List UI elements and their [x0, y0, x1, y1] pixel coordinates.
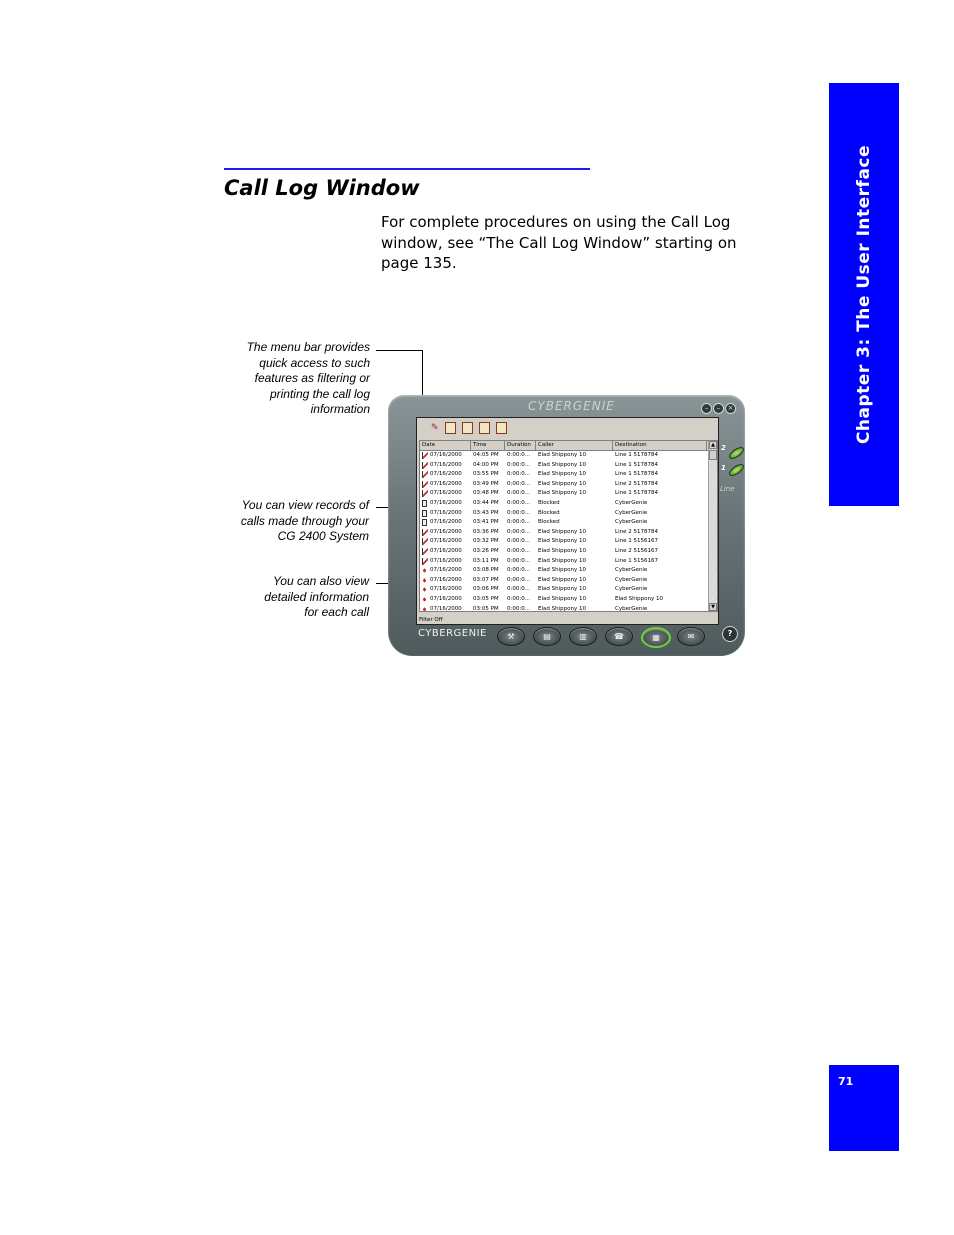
- table-cell: [505, 595, 536, 605]
- table-cell: [536, 595, 613, 605]
- cell-text: 03:36 PM: [473, 528, 499, 535]
- cell-text: 07/16/2000: [430, 595, 462, 602]
- table-cell: [536, 509, 613, 519]
- table-cell: [471, 537, 505, 547]
- cell-text: 03:44 PM: [473, 499, 499, 506]
- cell-text: Elad Shippony 10: [615, 595, 663, 602]
- table-cell: [613, 595, 707, 605]
- cell-text: 03:06 PM: [473, 586, 499, 593]
- column-header[interactable]: Time: [471, 441, 505, 450]
- call-log-icon: ▦: [652, 633, 660, 642]
- cell-text: CyberGenie: [615, 586, 648, 593]
- table-cell: [613, 557, 707, 567]
- cell-text: Elad Shippony 10: [538, 567, 586, 574]
- table-cell: [420, 576, 471, 586]
- phone-button[interactable]: [605, 627, 633, 646]
- table-cell: [471, 451, 505, 461]
- table-cell: [536, 537, 613, 547]
- cell-text: Line 2 5178784: [615, 528, 658, 535]
- brand-label: CYBERGENIE: [528, 399, 615, 413]
- cell-text: Elad Shippony 10: [538, 557, 586, 564]
- table-row[interactable]: [420, 461, 717, 471]
- cell-text: 07/16/2000: [430, 452, 462, 458]
- table-cell: [420, 499, 471, 509]
- table-cell: [471, 470, 505, 480]
- outgoing-call-icon: [422, 471, 428, 478]
- missed-call-icon: [422, 586, 427, 593]
- cell-text: Line 1 5178784: [615, 471, 658, 478]
- cell-text: Elad Shippony 10: [538, 586, 586, 593]
- cell-text: 07/16/2000: [430, 471, 462, 478]
- cell-text: 0:00:0...: [507, 595, 530, 602]
- blocked-call-icon: [422, 500, 427, 507]
- section-heading: Call Log Window: [224, 176, 420, 200]
- table-row[interactable]: [420, 547, 717, 557]
- table-row[interactable]: [420, 528, 717, 538]
- cell-text: 07/16/2000: [430, 557, 462, 564]
- cell-text: 03:05 PM: [473, 605, 499, 612]
- cell-text: 07/16/2000: [430, 528, 462, 535]
- table-cell: [536, 489, 613, 499]
- cell-text: 07/16/2000: [430, 605, 462, 612]
- mail-button[interactable]: [677, 627, 705, 646]
- outgoing-call-icon: [422, 538, 428, 545]
- callout-menu-bar: [247, 340, 370, 418]
- table-cell: [505, 547, 536, 557]
- table-cell: [471, 566, 505, 576]
- table-cell: [420, 461, 471, 471]
- table-cell: [505, 461, 536, 471]
- cell-text: Elad Shippony 10: [538, 605, 586, 612]
- table-cell: [420, 528, 471, 538]
- table-cell: [471, 557, 505, 567]
- table-cell: [536, 499, 613, 509]
- cell-text: 07/16/2000: [430, 586, 462, 593]
- outgoing-call-icon: [422, 462, 428, 469]
- cell-text: 03:11 PM: [473, 557, 499, 564]
- table-cell: [536, 547, 613, 557]
- table-cell: [613, 585, 707, 595]
- cell-text: Line 1 5178784: [615, 490, 658, 497]
- cell-text: CyberGenie: [615, 605, 648, 612]
- page-tab: [829, 1065, 899, 1151]
- call-log-screen: [416, 417, 719, 625]
- callout-line-text: CG 2400 System: [277, 529, 369, 544]
- table-cell: [505, 489, 536, 499]
- table-cell: [420, 509, 471, 519]
- cell-text: 07/16/2000: [430, 480, 462, 487]
- table-cell: [505, 537, 536, 547]
- cell-text: 07/16/2000: [430, 538, 462, 545]
- table-row[interactable]: [420, 537, 717, 547]
- line-label: Line: [720, 485, 735, 493]
- outgoing-call-icon: [422, 529, 428, 536]
- cell-text: 0:00:0...: [507, 471, 530, 478]
- missed-call-icon: [422, 596, 427, 603]
- callout-line-text: You can also view: [272, 574, 369, 588]
- cell-text: 03:55 PM: [473, 471, 499, 478]
- cell-text: 0:00:0...: [507, 557, 530, 564]
- call-log-button[interactable]: [641, 627, 671, 648]
- table-cell: [613, 528, 707, 538]
- table-cell: [471, 489, 505, 499]
- table-row[interactable]: [420, 595, 717, 605]
- chapter-title: Chapter 3: The User Interface: [854, 144, 874, 445]
- table-cell: [505, 585, 536, 595]
- filter-status: Filter Off: [419, 617, 443, 623]
- cybergenie-logo: CYBERGENIE: [418, 628, 487, 639]
- cell-text: 04:05 PM: [473, 452, 499, 458]
- table-header: [420, 441, 717, 451]
- table-cell: [505, 566, 536, 576]
- table-cell: [420, 605, 471, 613]
- missed-call-icon: [422, 577, 427, 584]
- cell-text: 03:49 PM: [473, 480, 499, 487]
- outgoing-call-icon: [422, 558, 428, 565]
- table-cell: [613, 451, 707, 461]
- blocked-call-icon: [422, 519, 427, 526]
- table-body: [420, 451, 717, 612]
- column-header[interactable]: Destination: [613, 441, 707, 450]
- table-cell: [505, 509, 536, 519]
- cell-text: Blocked: [538, 499, 560, 506]
- cell-text: Blocked: [538, 519, 560, 526]
- table-cell: [613, 518, 707, 528]
- table-cell: [505, 605, 536, 613]
- cell-text: 07/16/2000: [430, 499, 462, 506]
- table-cell: [420, 489, 471, 499]
- table-cell: [420, 547, 471, 557]
- cell-text: Elad Shippony 10: [538, 547, 586, 554]
- table-cell: [613, 489, 707, 499]
- cell-text: Line 2 5178784: [615, 480, 658, 487]
- page-number: 71: [838, 1075, 854, 1088]
- outgoing-call-icon: [422, 481, 428, 488]
- cell-text: CyberGenie: [615, 509, 648, 516]
- table-cell: [536, 480, 613, 490]
- line-selector: [720, 443, 744, 495]
- cell-text: 03:05 PM: [473, 595, 499, 602]
- tools-icon: ⚒: [507, 632, 515, 641]
- table-cell: [505, 518, 536, 528]
- table-cell: [613, 461, 707, 471]
- cell-text: 0:00:0...: [507, 490, 530, 497]
- table-cell: [471, 509, 505, 519]
- scroll-up-icon[interactable]: ▲: [709, 441, 717, 449]
- help-button[interactable]: ?: [722, 626, 738, 642]
- table-cell: [420, 557, 471, 567]
- cell-text: 03:26 PM: [473, 547, 499, 554]
- cell-text: 0:00:0...: [507, 528, 530, 535]
- table-cell: [536, 605, 613, 613]
- cell-text: 0:00:0...: [507, 567, 530, 574]
- callout-line-text: You can view records of: [241, 498, 369, 512]
- cell-text: Elad Shippony 10: [538, 452, 586, 458]
- table-row[interactable]: [420, 451, 717, 461]
- table-cell: [471, 576, 505, 586]
- callout-line-text: detailed information: [264, 589, 369, 604]
- callout-line-text: printing the call log: [269, 386, 370, 401]
- line-2-led[interactable]: [727, 445, 746, 461]
- column-header[interactable]: Caller: [536, 441, 613, 450]
- cell-text: Line 1 5156167: [615, 557, 658, 564]
- outgoing-call-icon: [422, 548, 428, 555]
- cell-text: 0:00:0...: [507, 586, 530, 593]
- missed-call-icon: [422, 567, 427, 574]
- cell-text: 07/16/2000: [430, 547, 462, 554]
- cell-text: 0:00:0...: [507, 538, 530, 545]
- table-cell: [505, 470, 536, 480]
- table-cell: [613, 605, 707, 613]
- cell-text: Line 1 5156167: [615, 538, 658, 545]
- table-cell: [420, 470, 471, 480]
- call-log-table: [419, 440, 718, 612]
- cell-text: 03:08 PM: [473, 567, 499, 574]
- table-cell: [471, 605, 505, 613]
- cell-text: 0:00:0...: [507, 519, 530, 526]
- minimize-button[interactable]: –: [701, 403, 712, 414]
- outgoing-call-icon: [422, 490, 428, 497]
- table-cell: [536, 576, 613, 586]
- column-header[interactable]: Duration: [505, 441, 536, 450]
- restore-button[interactable]: –: [713, 403, 724, 414]
- line-1-led[interactable]: [727, 462, 746, 478]
- cell-text: Elad Shippony 10: [538, 461, 586, 468]
- cell-text: 07/16/2000: [430, 490, 462, 497]
- cell-text: Elad Shippony 10: [538, 490, 586, 497]
- table-cell: [536, 557, 613, 567]
- callout-call-details: [264, 574, 369, 621]
- cell-text: Line 1 5178784: [615, 461, 658, 468]
- cell-text: 07/16/2000: [430, 519, 462, 526]
- section-rule: [224, 168, 590, 170]
- table-cell: [613, 499, 707, 509]
- cell-text: Line 1 5178784: [615, 452, 658, 458]
- table-cell: [505, 576, 536, 586]
- table-row[interactable]: [420, 566, 717, 576]
- scroll-thumb[interactable]: [709, 450, 717, 460]
- table-row[interactable]: [420, 470, 717, 480]
- export-icon[interactable]: [496, 422, 507, 434]
- missed-call-icon: [422, 606, 427, 613]
- callout-line-text: quick access to such: [259, 355, 370, 370]
- cell-text: 07/16/2000: [430, 461, 462, 468]
- cell-text: Elad Shippony 10: [538, 480, 586, 487]
- table-cell: [613, 547, 707, 557]
- callout-line-text: calls made through your: [240, 513, 369, 528]
- table-cell: [536, 528, 613, 538]
- cell-text: 07/16/2000: [430, 567, 462, 574]
- table-cell: [505, 451, 536, 461]
- table-cell: [471, 499, 505, 509]
- table-row[interactable]: [420, 605, 717, 613]
- phonebook-button[interactable]: [569, 627, 597, 646]
- callout-line-text: The menu bar provides: [246, 340, 370, 354]
- save-button[interactable]: [533, 627, 561, 646]
- table-cell: [536, 451, 613, 461]
- callout-line-text: features as filtering or: [254, 371, 370, 386]
- table-cell: [505, 528, 536, 538]
- cell-text: 0:00:0...: [507, 461, 530, 468]
- mail-icon: ✉: [687, 632, 695, 641]
- table-cell: [420, 585, 471, 595]
- callout-line-text: information: [310, 402, 370, 417]
- cell-text: Blocked: [538, 509, 560, 516]
- delete-icon[interactable]: [462, 422, 473, 434]
- cell-text: Elad Shippony 10: [538, 576, 586, 583]
- cell-text: Elad Shippony 10: [538, 471, 586, 478]
- table-cell: [536, 566, 613, 576]
- table-cell: [471, 585, 505, 595]
- table-cell: [505, 499, 536, 509]
- cell-text: 04:00 PM: [473, 461, 499, 468]
- table-cell: [505, 480, 536, 490]
- blocked-call-icon: [422, 510, 427, 517]
- cell-text: CyberGenie: [615, 567, 648, 574]
- cell-text: 0:00:0...: [507, 480, 530, 487]
- callout-call-records: [241, 498, 369, 545]
- scroll-down-icon[interactable]: ▼: [709, 603, 717, 611]
- cell-text: CyberGenie: [615, 576, 648, 583]
- phone-icon: ☎: [614, 632, 624, 641]
- cell-text: Elad Shippony 10: [538, 595, 586, 602]
- table-row[interactable]: [420, 585, 717, 595]
- outgoing-call-icon: [422, 452, 428, 459]
- cell-text: 0:00:0...: [507, 605, 530, 612]
- table-cell: [471, 518, 505, 528]
- line-1-label: 1: [721, 464, 726, 472]
- table-row[interactable]: [420, 557, 717, 567]
- cell-text: Elad Shippony 10: [538, 538, 586, 545]
- cell-text: CyberGenie: [615, 499, 648, 506]
- callout-line-1a: [376, 350, 423, 351]
- table-cell: [536, 518, 613, 528]
- table-row[interactable]: [420, 489, 717, 499]
- table-cell: [613, 566, 707, 576]
- table-cell: [471, 547, 505, 557]
- cell-text: 07/16/2000: [430, 576, 462, 583]
- table-row[interactable]: [420, 509, 717, 519]
- table-cell: [471, 480, 505, 490]
- table-row[interactable]: [420, 499, 717, 509]
- table-cell: [613, 576, 707, 586]
- table-cell: [420, 480, 471, 490]
- table-cell: [536, 585, 613, 595]
- vertical-scrollbar[interactable]: [708, 441, 717, 611]
- line-2-label: 2: [721, 444, 726, 452]
- cell-text: CyberGenie: [615, 519, 648, 526]
- chapter-tab: [829, 83, 899, 506]
- table-cell: [613, 470, 707, 480]
- column-header[interactable]: Date: [420, 441, 471, 450]
- save-icon: ▤: [543, 632, 551, 641]
- table-cell: [420, 537, 471, 547]
- details-icon[interactable]: [479, 422, 490, 434]
- table-cell: [536, 470, 613, 480]
- table-cell: [420, 595, 471, 605]
- table-cell: [420, 451, 471, 461]
- table-cell: [471, 595, 505, 605]
- cell-text: 0:00:0...: [507, 499, 530, 506]
- table-cell: [613, 509, 707, 519]
- cell-text: 0:00:0...: [507, 452, 530, 458]
- cybergenie-window: [388, 395, 745, 656]
- table-row[interactable]: [420, 576, 717, 586]
- section-intro: For complete procedures on using the Call Log window, see “The Call Log Window” starting on page 135.: [381, 213, 737, 272]
- table-cell: [471, 461, 505, 471]
- cell-text: 0:00:0...: [507, 576, 530, 583]
- cell-text: 0:00:0...: [507, 547, 530, 554]
- menu-toolbar: [417, 418, 718, 438]
- close-button[interactable]: ×: [725, 403, 736, 414]
- table-cell: [613, 537, 707, 547]
- print-icon[interactable]: [445, 422, 456, 434]
- cell-text: 07/16/2000: [430, 509, 462, 516]
- cell-text: 03:48 PM: [473, 490, 499, 497]
- table-cell: [613, 480, 707, 490]
- cell-text: Elad Shippony 10: [538, 528, 586, 535]
- tools-button[interactable]: [497, 627, 525, 646]
- table-cell: [536, 461, 613, 471]
- table-cell: [505, 557, 536, 567]
- phonebook-icon: ▥: [579, 632, 587, 641]
- cell-text: Line 2 5156167: [615, 547, 658, 554]
- table-row[interactable]: [420, 518, 717, 528]
- cell-text: 03:43 PM: [473, 509, 499, 516]
- cell-text: 0:00:0...: [507, 509, 530, 516]
- table-cell: [420, 518, 471, 528]
- table-cell: [471, 528, 505, 538]
- callout-line-text: for each call: [304, 605, 369, 620]
- cell-text: 03:07 PM: [473, 576, 499, 583]
- cell-text: 03:32 PM: [473, 538, 499, 545]
- filter-icon[interactable]: ✎: [431, 423, 439, 433]
- table-row[interactable]: [420, 480, 717, 490]
- cell-text: 03:41 PM: [473, 519, 499, 526]
- table-cell: [420, 566, 471, 576]
